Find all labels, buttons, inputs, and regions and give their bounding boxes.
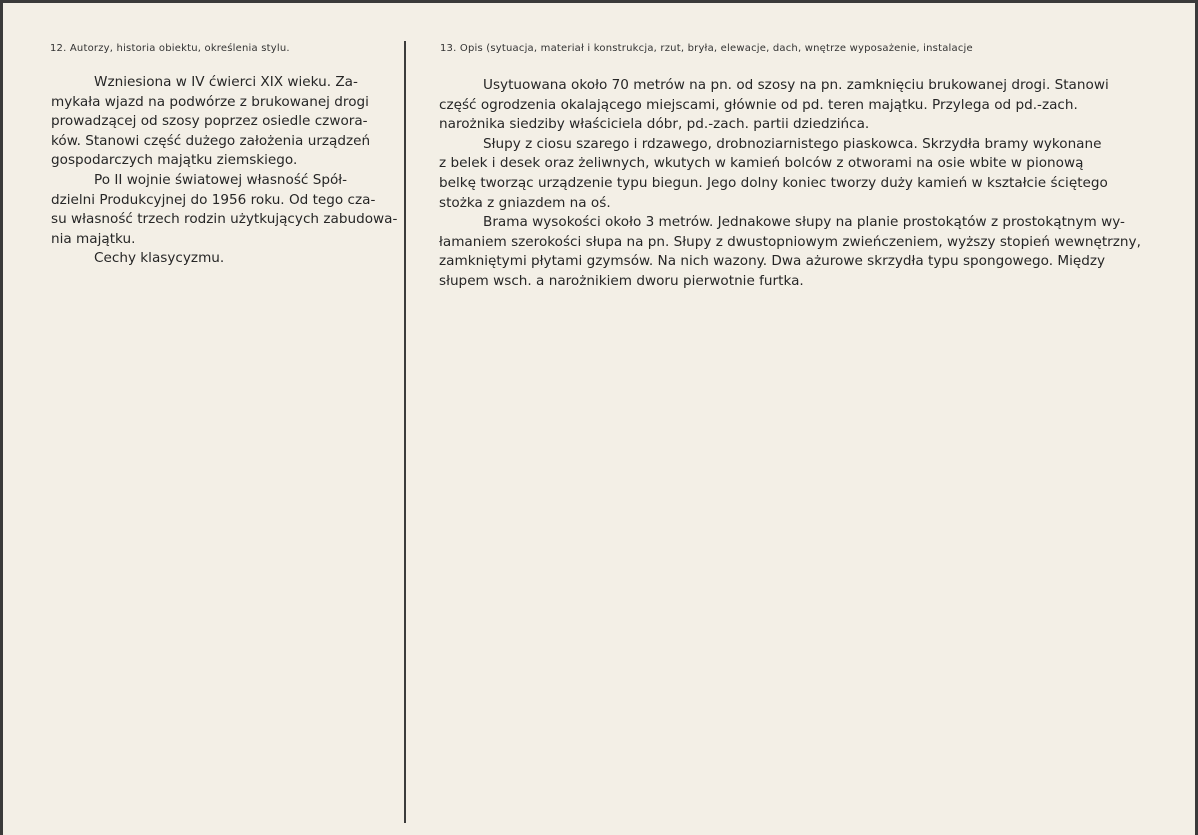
text-line: słupem wsch. a narożnikiem dworu pierwotnie furtka.	[439, 272, 804, 289]
section-13-body	[439, 76, 1169, 292]
text-line: su własność trzech rodzin użytkujących zabudowa-	[51, 211, 398, 228]
text-line: Cechy klasycyzmu.	[94, 250, 225, 267]
text-line: nia majątku.	[51, 230, 136, 247]
text-line: z belek i desek oraz żeliwnych, wkutych w kamień bolców z otworami na osie wbite w pionową	[439, 155, 1084, 172]
text-line: łamaniem szerokości słupa na pn. Słupy z dwustopniowym zwieńczeniem, wyższy stopień wewnętrzny,	[439, 233, 1141, 250]
section-12-heading: 12. Autorzy, historia obiektu, określenia stylu.	[50, 43, 290, 54]
text-line: prowadzącej od szosy poprzez osiedle czwora-	[51, 113, 368, 130]
text-line: mykała wjazd na podwórze z brukowanej drogi	[51, 93, 369, 110]
text-line: belkę tworząc urządzenie typu biegun. Jego dolny koniec tworzy duży kamień w kształcie ściętego	[439, 174, 1108, 191]
text-line: zamkniętymi płytami gzymsów. Na nich wazony. Dwa ażurowe skrzydła typu spongowego. Między	[439, 253, 1106, 270]
section-12-body	[51, 73, 403, 269]
column-divider	[404, 41, 406, 823]
text-line: narożnika siedziby właściciela dóbr, pd.-zach. partii dziedzińca.	[439, 116, 870, 133]
text-line: Słupy z ciosu szarego i rdzawego, drobnoziarnistego piaskowca. Skrzydła bramy wykonane	[483, 135, 1102, 152]
text-line: część ogrodzenia okalającego miejscami, głównie od pd. teren majątku. Przylega od pd.-zach.	[439, 96, 1078, 113]
text-line: Usytuowana około 70 metrów na pn. od szosy na pn. zamknięciu brukowanej drogi. Stanowi	[483, 77, 1109, 93]
text-line: ków. Stanowi część dużego założenia urządzeń	[51, 132, 371, 149]
text-line: stożka z gniazdem na oś.	[439, 194, 611, 211]
section-13-heading: 13. Opis (sytuacja, materiał i konstrukcja, rzut, bryła, elewacje, dach, wnętrze wyposażenie, instalacje	[440, 43, 973, 54]
text-line: Po II wojnie światowej własność Spół-	[94, 171, 348, 188]
text-line: Wzniesiona w IV ćwierci XIX wieku. Za-	[94, 74, 358, 90]
text-line: dzielni Produkcyjnej do 1956 roku. Od tego cza-	[51, 191, 376, 208]
text-line: gospodarczych majątku ziemskiego.	[51, 152, 298, 169]
text-line: Brama wysokości około 3 metrów. Jednakowe słupy na planie prostokątów z prostokątnym wy-	[483, 214, 1125, 231]
